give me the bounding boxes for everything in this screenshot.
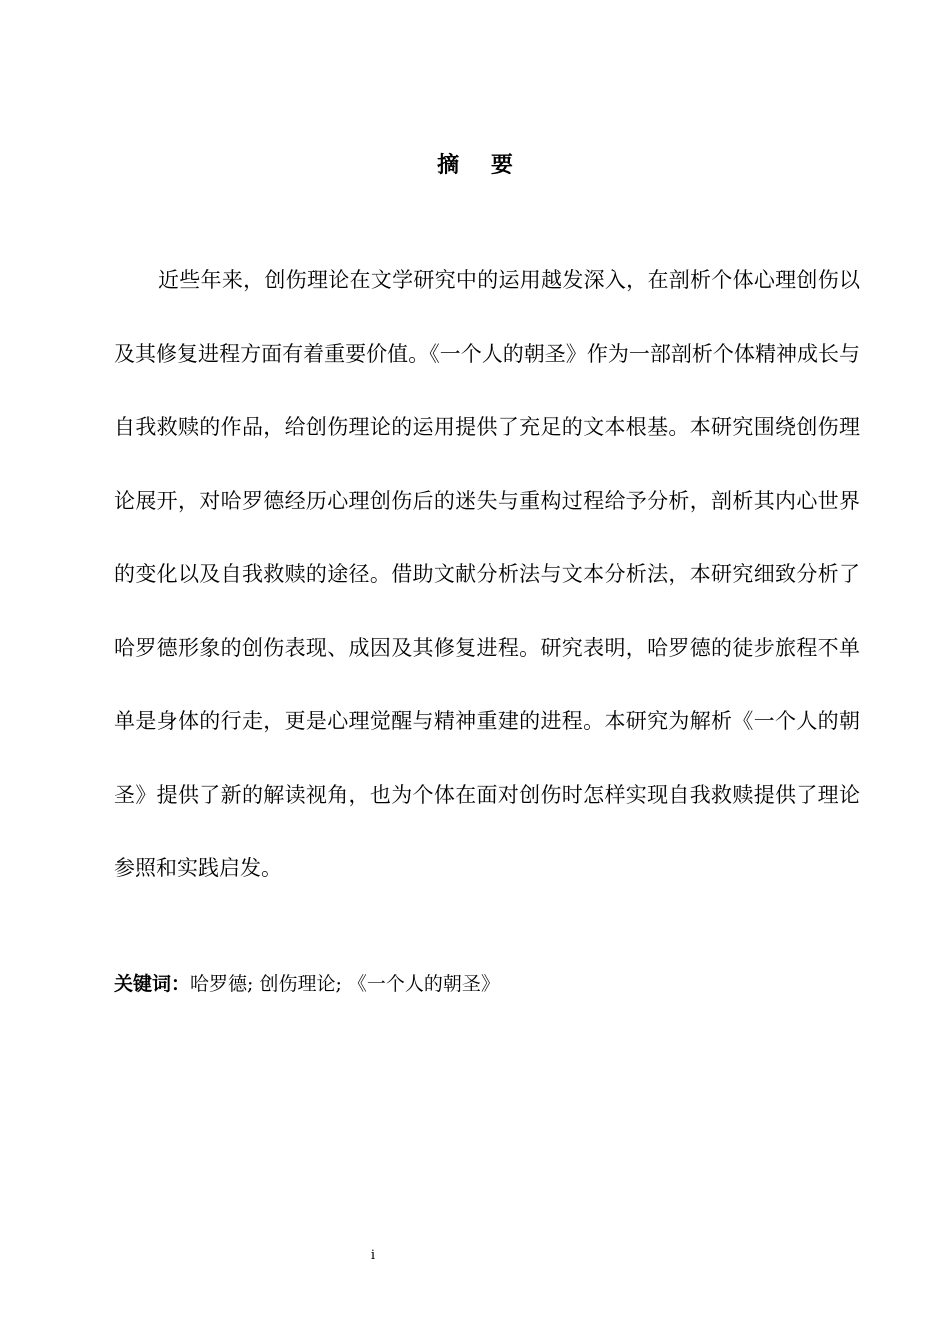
keywords-label: 关键词：: [114, 973, 191, 995]
abstract-heading: 摘 要: [437, 153, 525, 178]
abstract-body: 近些年来，创伤理论在文学研究中的运用越发深入，在剖析个体心理创伤以及其修复进程方面有着重要价值。《一个人的朝圣》作为一部剖析个体精神成长与自我救赎的作品，给创伤理论的运用提供了充足的文本根基。本研究围绕创伤理论展开，对哈罗德经历心理创伤后的迷失与重构过程给予分析，剖析其内心世界的变化以及自我救赎的途径。借助文献分析法与文本分析法，本研究细致分析了哈罗德形象的创伤表现、成因及其修复进程。研究表明，哈罗德的徒步旅程不单单是身体的行走，更是心理觉醒与精神重建的进程。本研究为解析《一个人的朝圣》提供了新的解读视角，也为个体在面对创伤时怎样实现自我救赎提供了理论参照和实践启发。: [114, 268, 860, 880]
keywords-value: 哈罗德; 创伤理论; 《一个人的朝圣》: [190, 973, 500, 995]
page-number: i: [370, 1248, 376, 1263]
keywords-line: [114, 971, 860, 997]
